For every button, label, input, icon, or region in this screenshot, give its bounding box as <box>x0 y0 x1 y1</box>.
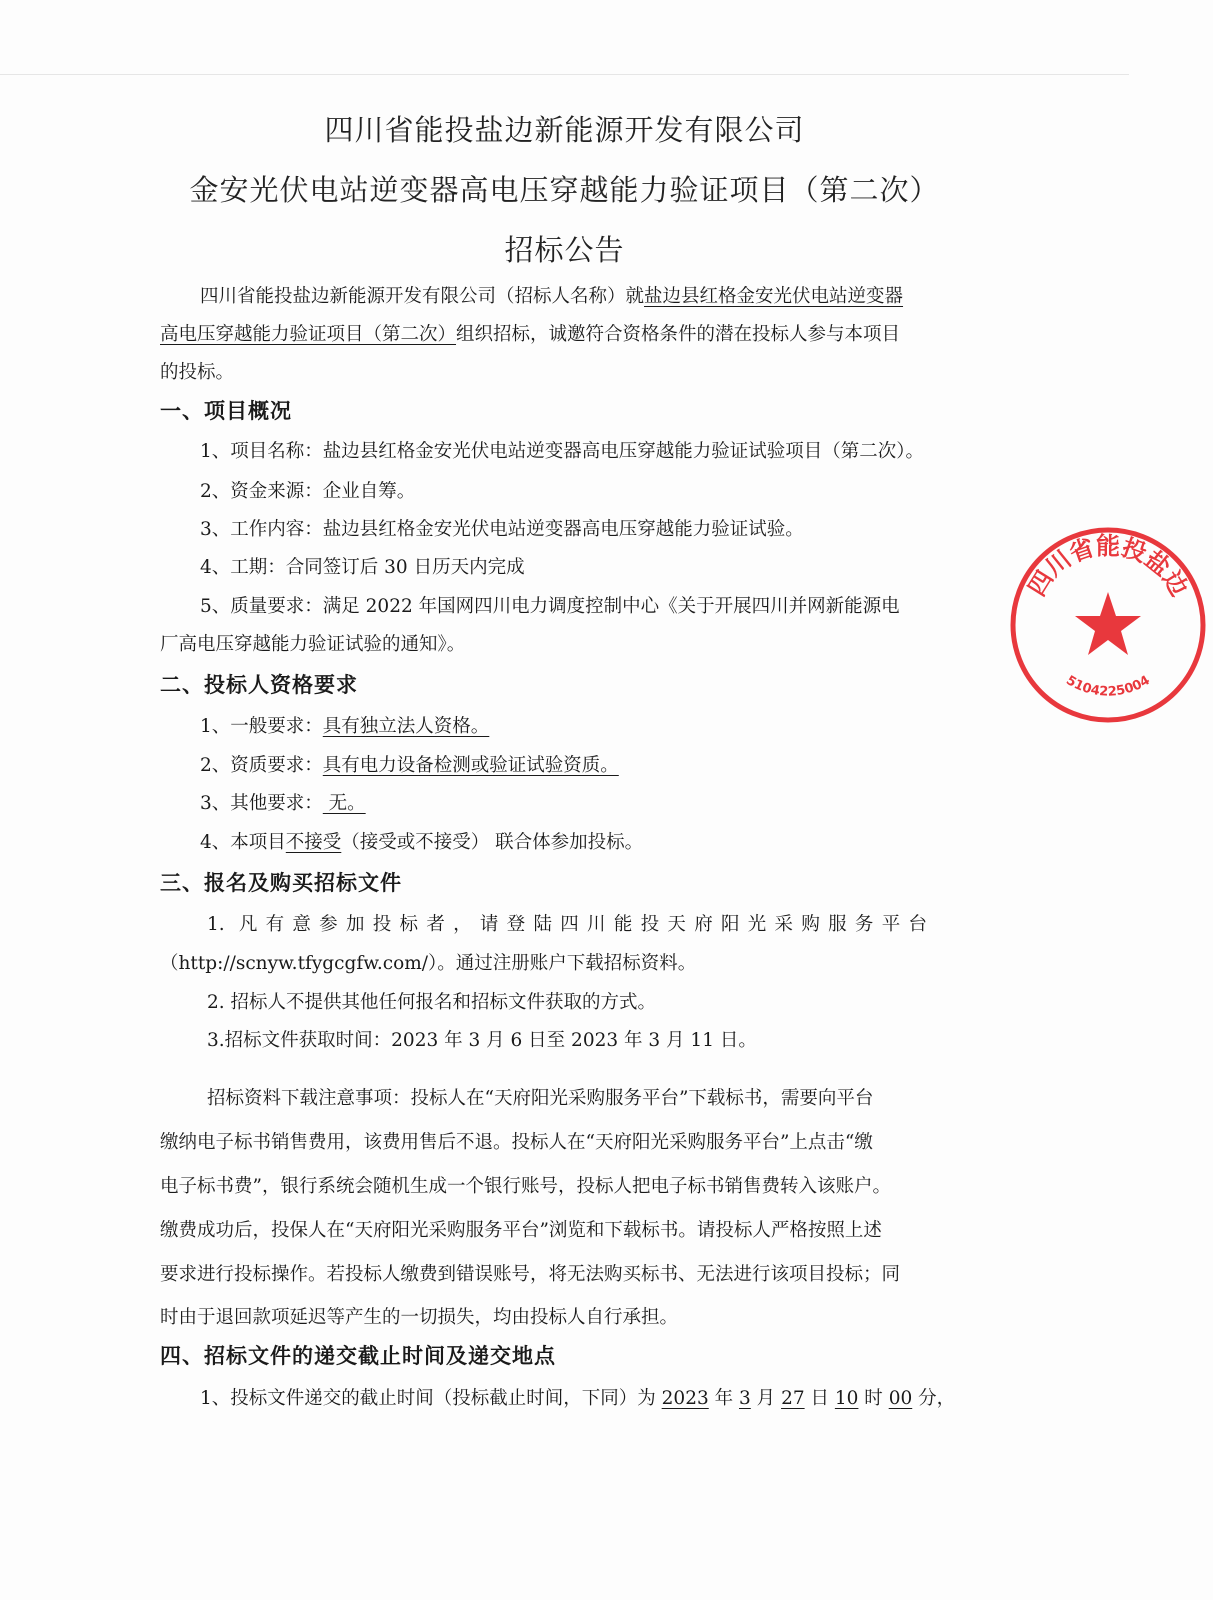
s3-note-line-2: 缴纳电子标书销售费用，该费用售后不退。投标人在“天府阳光采购服务平台”上点击“缴 <box>160 1132 873 1153</box>
seal-org-text <box>1023 532 1194 601</box>
intro-project-name: 盐边县红格金安光伏电站逆变器 <box>644 286 904 307</box>
s3-note-line-5: 要求进行投标操作。若投标人缴费到错误账号，将无法购买标书、无法进行该项目投标；同 <box>160 1264 901 1285</box>
s4-deadline-text: 1、投标文件递交的截止时间（投标截止时间，下同）为 <box>200 1388 662 1409</box>
s2-req-1-value: 具有独立法人资格。 <box>322 716 490 737</box>
section-1-heading: 一、项目概况 <box>160 398 292 423</box>
s2-req-4-text: 4、本项目 <box>200 832 286 853</box>
deadline-month: 3 <box>739 1388 751 1409</box>
s3-note-line-3: 电子标书费”，银行系统会随机生成一个银行账号，投标人把电子标书销售费转入该账户。 <box>160 1176 891 1197</box>
official-seal-icon <box>1003 520 1213 730</box>
section-3-heading: 三、报名及购买招标文件 <box>160 870 402 895</box>
doc-title-company: 四川省能投盐边新能源开发有限公司 <box>324 113 805 147</box>
seal-code-path: 5104225004 <box>1063 673 1153 700</box>
s4-unit-minute: 分， <box>912 1388 956 1409</box>
doc-title-notice: 招标公告 <box>504 233 625 267</box>
deadline-day: 27 <box>781 1388 805 1409</box>
s3-note-line-4: 缴费成功后，投保人在“天府阳光采购服务平台”浏览和下载标书。请投标人严格按照上述 <box>160 1220 882 1241</box>
s2-req-4-value: 不接受 <box>285 832 342 853</box>
deadline-hour: 10 <box>834 1388 859 1409</box>
s1-item-5-cont: 厂高电压穿越能力验证试验的通知》。 <box>160 634 466 655</box>
s2-req-2-label: 2、资质要求： <box>200 755 323 776</box>
s4-unit-month: 月 <box>750 1388 782 1409</box>
s4-unit-day: 日 <box>804 1388 835 1409</box>
seal-star-icon <box>1075 592 1141 655</box>
s3-para-1: 1. 凡有意参加投标者，请登陆四川能投天府阳光采购服务平台 <box>207 914 927 935</box>
s3-note-line-6: 时由于退回款项延迟等产生的一切损失，均由投标人自行承担。 <box>160 1307 679 1328</box>
intro-project-name-cont: 高电压穿越能力验证项目（第二次） <box>160 324 457 345</box>
intro-text: 四川省能投盐边新能源开发有限公司（招标人名称）就 <box>200 286 645 307</box>
s2-req-3-label: 3、其他要求： <box>200 793 323 814</box>
s4-unit-hour: 时 <box>858 1388 889 1409</box>
s2-req-3-value: 无。 <box>322 793 366 814</box>
s1-item-2: 2、资金来源：企业自筹。 <box>200 481 416 502</box>
deadline-year: 2023 <box>661 1388 709 1409</box>
s1-item-4: 4、工期：合同签订后 30 日历天内完成 <box>200 557 525 578</box>
intro-line-2 <box>160 320 900 350</box>
s3-para-2: 2. 招标人不提供其他任何报名和招标文件获取的方式。 <box>207 992 657 1013</box>
doc-title-project: 金安光伏电站逆变器高电压穿越能力验证项目（第二次） <box>189 173 940 207</box>
s1-item-3: 3、工作内容：盐边县红格金安光伏电站逆变器高电压穿越能力验证试验。 <box>200 519 804 540</box>
s2-req-1 <box>200 712 489 742</box>
s2-req-4-text-cont: （接受或不接受） 联合体参加投标。 <box>341 832 644 853</box>
deadline-minute: 00 <box>888 1388 913 1409</box>
s2-req-3 <box>200 789 366 819</box>
s2-req-4 <box>200 828 643 858</box>
intro-text: 组织招标，诚邀符合资格条件的潜在投标人参与本项目 <box>456 324 901 345</box>
s3-para-1-cont: （http://scnyw.tfygcgfw.com/）。通过注册账户下载招标资料。 <box>160 953 697 974</box>
s4-unit-year: 年 <box>708 1388 740 1409</box>
seal-code-text <box>1063 673 1152 700</box>
section-4-heading: 四、招标文件的递交截止时间及递交地点 <box>160 1343 556 1368</box>
s2-req-2 <box>200 751 619 781</box>
s3-para-3: 3.招标文件获取时间：2023 年 3 月 6 日至 2023 年 3 月 11 日。 <box>207 1030 757 1051</box>
s1-item-5: 5、质量要求：满足 2022 年国网四川电力调度控制中心《关于开展四川并网新能源电 <box>200 596 900 617</box>
s4-deadline <box>200 1384 955 1414</box>
s2-req-2-value: 具有电力设备检测或验证试验资质。 <box>322 755 619 776</box>
page-top-rule <box>0 74 1129 75</box>
seal-org-path: 四川省能投盐边 <box>1022 532 1194 601</box>
s3-note-line-1: 招标资料下载注意事项：投标人在“天府阳光采购服务平台”下载标书，需要向平台 <box>207 1088 874 1109</box>
s1-item-1: 1、项目名称：盐边县红格金安光伏电站逆变器高电压穿越能力验证试验项目（第二次）。 <box>200 441 925 462</box>
intro-line-1 <box>200 282 903 312</box>
intro-line-3: 的投标。 <box>160 362 235 383</box>
s2-req-1-label: 1、一般要求： <box>200 716 323 737</box>
section-2-heading: 二、投标人资格要求 <box>160 672 358 697</box>
